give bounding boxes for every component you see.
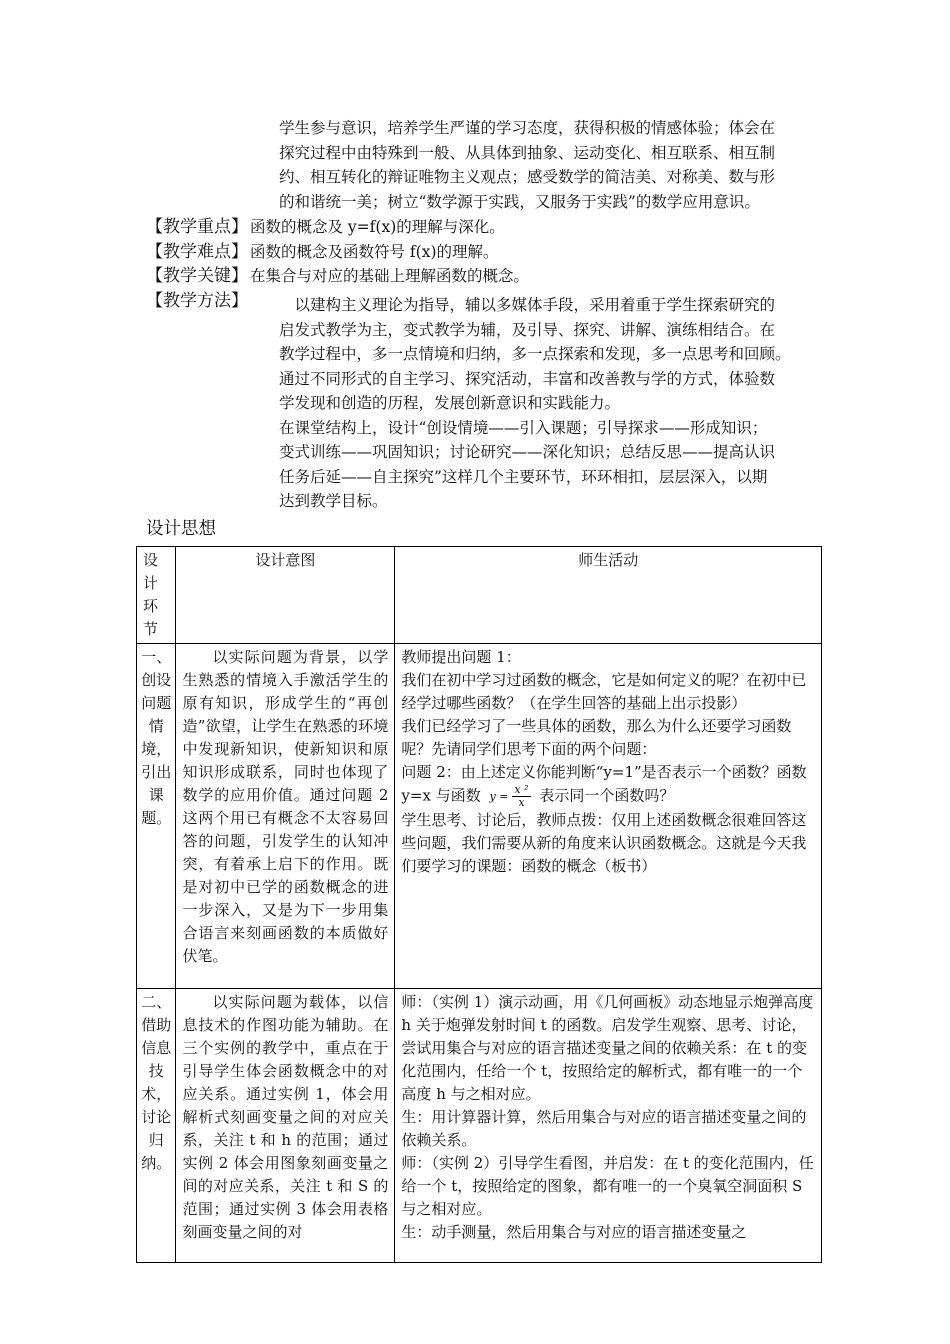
- difficulty-text: 函数的概念及函数符号 f(x)的理解。: [250, 243, 499, 261]
- method-row: [146, 289, 248, 313]
- crux-text: 在集合与对应的基础上理解函数的概念。: [250, 267, 530, 285]
- design-thinking-heading: 设计思想: [146, 519, 216, 539]
- header-stage: 设计环节: [137, 547, 176, 644]
- activity-text: 学生思考、讨论后，教师点拨：仅用上述函数概念很难回答这些问题，我们需要从新的角度来认识函数概念。这就是今天我们要学习的课题：函数的概念（板书）: [401, 811, 807, 875]
- method-paragraph-1: [279, 293, 824, 416]
- activity-cell: [395, 989, 822, 1263]
- activity-text: 生：用计算器计算，然后用集合与对应的语言描述变量之间的依赖关系。: [401, 1108, 807, 1149]
- activity-text: 师：（实例 2）引导学生看图，并启发：在 t 的变化范围内，任给一个 t，按照给定的图象，都有唯一的一个臭氧空洞面积 S 与之相对应。: [401, 1154, 814, 1218]
- table-header-row: [137, 547, 822, 644]
- difficulty-row: [146, 240, 499, 264]
- crux-label: 【教学关键】: [146, 266, 248, 286]
- method-line: 通过不同形式的自主学习、探究活动，丰富和改善教与学的方式，体验数: [279, 369, 776, 388]
- teaching-goals-continuation: [279, 116, 824, 214]
- key-point-label: 【教学重点】: [146, 217, 248, 237]
- key-point-row: [146, 215, 505, 239]
- intro-line: 约、相互转化的辩证唯物主义观点；感受数学的简洁美、对称美、数与形: [279, 168, 776, 186]
- header-intent: 设计意图: [176, 547, 395, 644]
- stage-cell: 一、创设问题情境，引出课题。: [137, 644, 176, 989]
- method-line: 变式训练——巩固知识；讨论研究——深化知识；总结反思——提高认识: [279, 443, 776, 461]
- intro-line: 探究过程中由特殊到一般、从具体到抽象、运动变化、相互联系、相互制: [279, 143, 776, 162]
- key-point-text: 函数的概念及 y=f(x)的理解与深化。: [250, 218, 505, 236]
- method-label: 【教学方法】: [146, 291, 248, 311]
- activity-text: 问题 2：由上述定义你能判断“y=1”是否表示一个函数？函数 y=x 与函数: [401, 763, 807, 805]
- intent-cell: [176, 989, 395, 1263]
- table-row: [137, 989, 822, 1263]
- method-line: 在课堂结构上，设计“创设情境——引入课题；引导探求——形成知识；: [279, 418, 768, 437]
- formula-lhs: y =: [489, 789, 509, 803]
- formula-x-squared-over-x: [489, 784, 530, 809]
- teaching-method-text: [279, 293, 824, 514]
- activity-cell: [395, 644, 822, 989]
- crux-row: [146, 264, 529, 288]
- header-activity: 师生活动: [395, 547, 822, 644]
- activity-question-2: [401, 761, 815, 809]
- activity-text: 师：（实例 1）演示动画，用《几何画板》动态地显示炮弹高度 h 关于炮弹发射时间 t 的函数。启发学生观察、思考、讨论，尝试用集合与对应的语言描述变量之间的依赖关系：在 t 的变化范围内，任给一个 t，按照给定的解析式，都有唯一的一个高度 h 与之相对应。: [401, 993, 814, 1103]
- intro-line: 学生参与意识，培养学生严谨的学习态度，获得积极的情感体验；体会在: [279, 119, 776, 137]
- formula-numerator: x ²: [514, 783, 529, 796]
- stage-cell: 二、借助信息技术，讨论归纳。: [137, 989, 176, 1263]
- activity-text: 我们已经学习了一些具体的函数，那么为什么还要学习函数呢？先请同学们思考下面的两个问题：: [401, 717, 792, 758]
- method-line: 达到教学目标。: [279, 492, 388, 510]
- activity-text: 生：动手测量，然后用集合与对应的语言描述变量之: [401, 1223, 747, 1241]
- intro-line: 的和谐统一美；树立“数学源于实践，又服务于实践”的数学应用意识。: [279, 192, 760, 211]
- difficulty-label: 【教学难点】: [146, 242, 248, 262]
- formula-denominator: x: [518, 796, 525, 809]
- method-line: 以建构主义理论为指导，辅以多媒体手段，采用着重于学生探索研究的: [294, 296, 776, 314]
- activity-text: 我们在初中学习过函数的概念，它是如何定义的呢？在初中已经学过哪些函数？（在学生回答的基础上出示投影）: [401, 671, 807, 712]
- method-line: 教学过程中，多一点情境和归纳，多一点探索和发现，多一点思考和回顾。: [279, 345, 791, 363]
- intent-text: 以实际问题为载体，以信息技术的作图功能为辅助。在三个实例的教学中，重点在于引导学生体会函数概念中的对应关系。通过实例 1，体会用解析式刻画变量之间的对应关系，关注 t 和 h 的范围；通过实例 2 体会用图象刻画变量之间的对应关系，关注 t 和 S 的范围；通过实例 3 体会用表格刻画变量之间的对: [182, 993, 389, 1241]
- method-paragraph-2: [279, 416, 824, 514]
- table-row: [137, 644, 822, 989]
- intent-cell: [176, 644, 395, 989]
- method-line: 启发式教学为主，变式教学为辅，及引导、探究、讲解、演练相结合。在: [279, 320, 776, 339]
- design-table: [136, 546, 822, 1263]
- activity-text: 表示同一个函数吗？: [539, 786, 675, 805]
- activity-text: 教师提出问题 1：: [401, 648, 521, 666]
- method-line: 学发现和创造的历程，发展创新意识和实践能力。: [279, 394, 621, 412]
- method-line: 任务后延——自主探究”这样几个主要环节，环环相扣，层层深入，以期: [279, 467, 768, 486]
- intent-text: 以实际问题为背景，以学生熟悉的情境入手激活学生的原有知识，形成学生的“再创造”欲望，让学生在熟悉的环境中发现新知识，使新知识和原知识形成联系，同时也体现了数学的应用价值。通过问题 2 这两个用已有概念不太容易回答的问题，引发学生的认知冲突，有着承上启下的作用。既是对初中已学的函数概念的进一步深入，又是为下一步用集合语言来刻画函数的本质做好伏笔。: [182, 648, 389, 965]
